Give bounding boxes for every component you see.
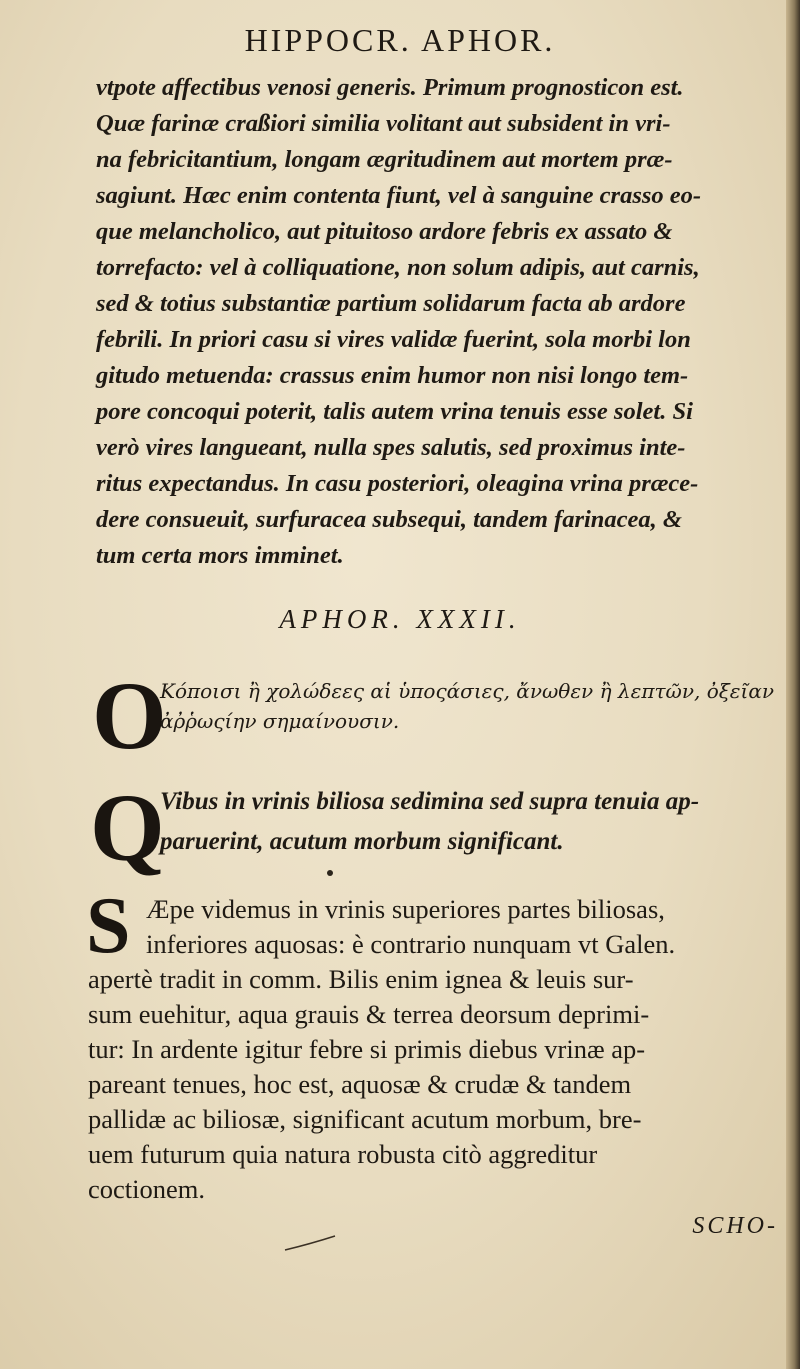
text-line: apertè tradit in comm. Bilis enim ignea & leuis sur- [88, 964, 634, 994]
running-header: HIPPOCR. APHOR. [244, 22, 556, 58]
text-line: Æpe videmus in vrinis superiores partes biliosas, [146, 894, 665, 924]
text-line: tur: In ardente igitur febre si primis diebus vrinæ ap- [88, 1034, 646, 1064]
ink-stroke [280, 1228, 360, 1258]
text-line: febrili. In priori casu si vires validæ fuerint, sola morbi lon [96, 326, 691, 353]
commentary-drop-cap: S [86, 882, 131, 970]
text-line: que melancholico, aut pituitoso ardore febris ex assato & [96, 218, 673, 245]
text-line: Vibus in vrinis biliosa sedimina sed supra tenuia ap- [160, 788, 700, 815]
text-line: sed & totius substantiæ partium solidarum facta ab ardore [96, 290, 686, 317]
text-line: na febricitantium, longam ægritudinem aut mortem præ- [96, 146, 673, 173]
text-line: vtpote affectibus venosi generis. Primum prognosticon est. [96, 74, 684, 101]
text-line: sum euehitur, aqua grauis & terrea deorsum deprimi- [88, 999, 650, 1029]
text-line: dere consueuit, surfuracea subsequi, tandem farinacea, & [96, 506, 682, 533]
text-line: paruerint, acutum morbum significant. [160, 828, 564, 855]
text-line: tum certa mors imminet. [96, 542, 344, 569]
text-line: sagiunt. Hæc enim contenta fiunt, vel à sanguine crasso eo- [96, 182, 702, 209]
text-line: inferiores aquosas: è contrario nunquam vt Galen. [146, 929, 676, 959]
text-line: pore concoqui poterit, talis autem vrina tenuis esse solet. Si [96, 398, 693, 425]
text-line: gitudo metuenda: crassus enim humor non nisi longo tem- [96, 362, 689, 389]
text-line: Κόποισι ἢ χολώδεες αἱ ὑποςάσιες, ἄνωθεν ἢ λεπτῶν, ὀξεῖαν [160, 679, 775, 703]
text-line: torrefacto: vel à colliquatione, non solum adipis, aut carnis, [96, 254, 700, 281]
text-line: pareant tenues, hoc est, aquosæ & crudæ & tandem [88, 1069, 632, 1099]
text-line: ἀῤῥωςίην σημαίνουσιν. [160, 709, 400, 733]
commentary-paragraph [88, 892, 788, 1207]
text-line: verò vires langueant, nulla spes salutis, sed proximus inte- [96, 434, 686, 461]
text-line: pallidæ ac biliosæ, significant acutum morbum, bre- [88, 1104, 642, 1134]
greek-drop-cap: O [92, 662, 167, 769]
text-line: ritus expectandus. In casu posteriori, oleagina vrina præce- [96, 470, 699, 497]
latin-aphorism-text [160, 782, 800, 862]
text-line: uem futurum quia natura robusta citò aggreditur [88, 1139, 598, 1169]
text-line: Quæ farinæ craßiori similia volitant aut subsident in vri- [96, 110, 671, 137]
catchword: SCHO- [692, 1213, 778, 1239]
commentary-paragraph-continued [96, 70, 796, 574]
text-line: coctionem. [88, 1174, 205, 1204]
ink-dot [327, 870, 333, 876]
greek-aphorism-text [160, 676, 800, 736]
aphorism-heading: APHOR. XXXII. [279, 604, 521, 634]
latin-drop-cap: Q [90, 774, 165, 881]
